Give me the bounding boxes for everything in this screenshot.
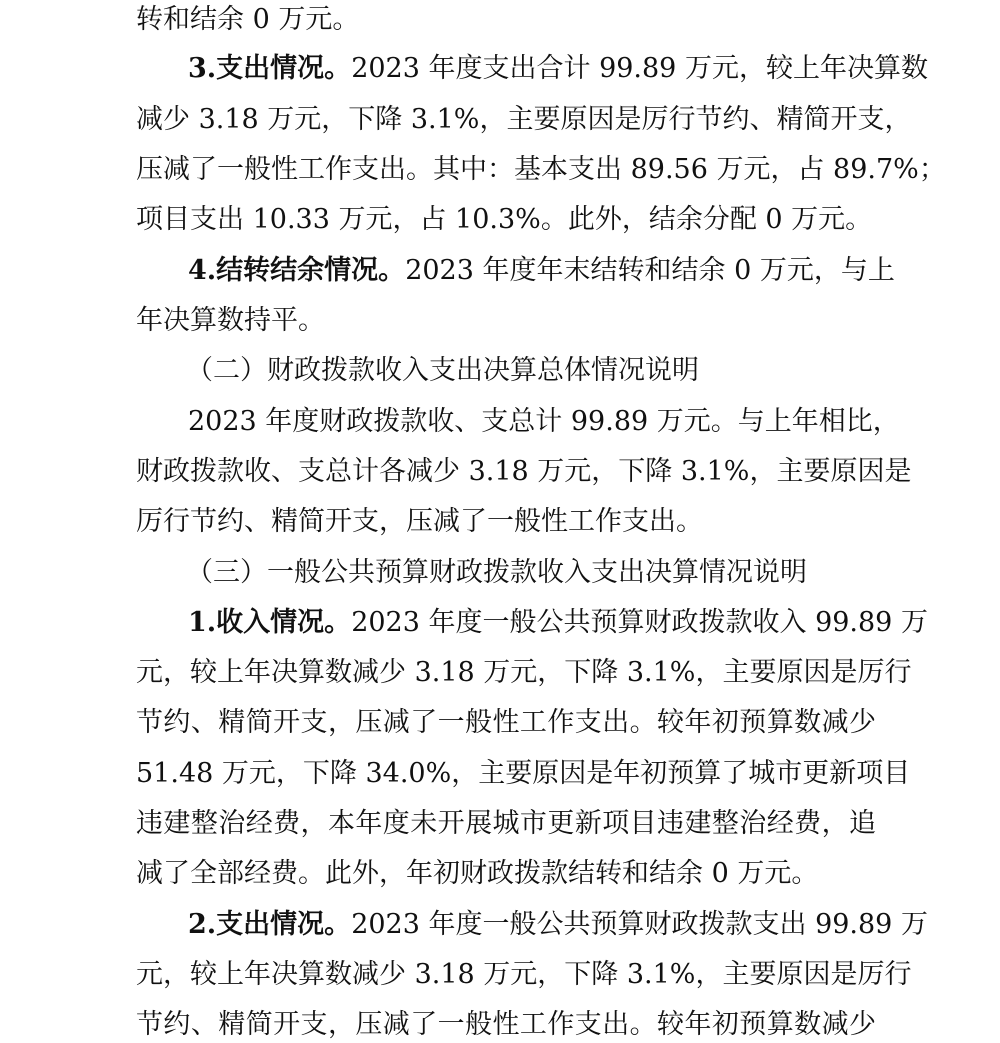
- paragraph-line: [136, 754, 911, 794]
- section-lead: 1.收入情况。: [188, 607, 352, 638]
- paragraph-line: [136, 200, 876, 240]
- section-lead: 2.支出情况。: [188, 909, 352, 940]
- line-text: 厉行节约、精简开支，压减了一般性工作支出。: [136, 506, 703, 537]
- line-text: 违建整治经费，本年度未开展城市更新项目违建整治经费，追: [136, 808, 876, 839]
- paragraph-line: [136, 703, 876, 743]
- heading-text: （三）一般公共预算财政拨款收入支出决算情况说明: [186, 557, 807, 588]
- line-text: 年决算数持平。: [136, 305, 325, 336]
- line-text: 减少 3.18 万元，下降 3.1%，主要原因是厉行节约、精简开支，: [136, 104, 912, 135]
- paragraph-line: [136, 0, 876, 40]
- line-text: 2023 年度财政拨款收、支总计 99.89 万元。与上年相比，: [188, 406, 900, 437]
- line-text: 元，较上年决算数减少 3.18 万元，下降 3.1%，主要原因是厉行: [136, 959, 912, 990]
- section-lead: 3.支出情况。: [188, 53, 352, 84]
- line-text: 减了全部经费。此外，年初财政拨款结转和结余 0 万元。: [136, 858, 819, 889]
- line-text: 节约、精简开支，压减了一般性工作支出。较年初预算数减少: [136, 1009, 876, 1040]
- heading-text: （二）财政拨款收入支出决算总体情况说明: [186, 355, 699, 386]
- line-text: 压减了一般性工作支出。其中：基本支出 89.56 万元，占 89.7%；: [136, 154, 946, 185]
- line-text: 财政拨款收、支总计各减少 3.18 万元，下降 3.1%，主要原因是: [136, 456, 912, 487]
- paragraph-line: [136, 854, 876, 894]
- section-lead: 4.结转结余情况。: [188, 255, 406, 286]
- paragraph-line: [136, 100, 912, 140]
- paragraph-line: [136, 452, 912, 492]
- line-text: 51.48 万元，下降 34.0%，主要原因是年初预算了城市更新项目: [136, 758, 911, 789]
- line-text: 2023 年度一般公共预算财政拨款支出 99.89 万: [351, 909, 928, 940]
- paragraph-line: [136, 301, 876, 341]
- section-heading: [186, 351, 876, 391]
- paragraph-line: [188, 905, 928, 945]
- paragraph-line: [136, 955, 912, 995]
- paragraph-line: [188, 402, 900, 442]
- paragraph-line: [136, 502, 876, 542]
- line-text: 元，较上年决算数减少 3.18 万元，下降 3.1%，主要原因是厉行: [136, 657, 912, 688]
- line-text: 2023 年度年末结转和结余 0 万元，与上: [405, 255, 895, 286]
- line-text: 项目支出 10.33 万元，占 10.3%。此外，结余分配 0 万元。: [136, 204, 873, 235]
- paragraph-line: [188, 251, 895, 291]
- line-text: 转和结余 0 万元。: [136, 4, 360, 35]
- paragraph-line: [136, 150, 946, 190]
- paragraph-line: [188, 603, 928, 643]
- line-text: 节约、精简开支，压减了一般性工作支出。较年初预算数减少: [136, 707, 876, 738]
- line-text: 2023 年度支出合计 99.89 万元，较上年决算数: [351, 53, 928, 84]
- paragraph-line: [188, 49, 928, 89]
- paragraph-line: [136, 804, 876, 844]
- line-text: 2023 年度一般公共预算财政拨款收入 99.89 万: [351, 607, 928, 638]
- paragraph-line: [136, 1005, 876, 1043]
- paragraph-line: [136, 653, 912, 693]
- section-heading: [186, 553, 876, 593]
